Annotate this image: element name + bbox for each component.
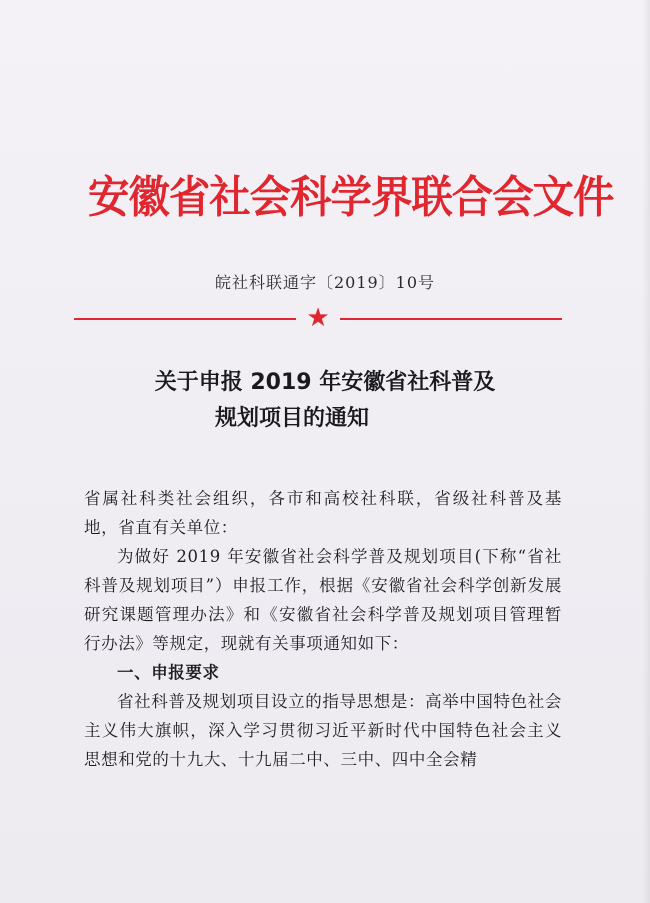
document-body	[84, 484, 562, 774]
intro-paragraph: 为做好 2019 年安徽省社会科学普及规划项目(下称“省社科普及规划项目”）申报工作，根据《安徽省社会科学创新发展研究课题管理办法》和《安徽省社会科学普及规划项目管理暂行办法》等规定，现就有关事项通知如下：	[84, 547, 562, 653]
recipients-paragraph: 省属社科类社会组织，各市和高校社科联，省级社科普及基地，省直有关单位：	[84, 489, 562, 537]
notice-title-line-1: 关于申报 2019 年安徽省社科普及	[154, 370, 496, 395]
notice-title-line-2: 规划项目的通知	[214, 406, 369, 431]
star-icon: ★	[306, 303, 330, 333]
section-heading-1: 一、申报要求	[117, 663, 220, 682]
document-number: 皖社科联通字〔2019〕10号	[214, 273, 436, 292]
document-header-title: 安徽省社会科学界联合会文件	[88, 172, 614, 223]
page-edge-shadow	[642, 0, 650, 903]
notice-title	[0, 365, 650, 437]
red-divider-right	[340, 318, 562, 320]
red-divider-left	[74, 318, 296, 320]
section-1-paragraph: 省社科普及规划项目设立的指导思想是：高举中国特色社会主义伟大旗帜，深入学习贯彻习近平新时代中国特色社会主义思想和党的十九大、十九届二中、三中、四中全会精	[84, 692, 562, 769]
